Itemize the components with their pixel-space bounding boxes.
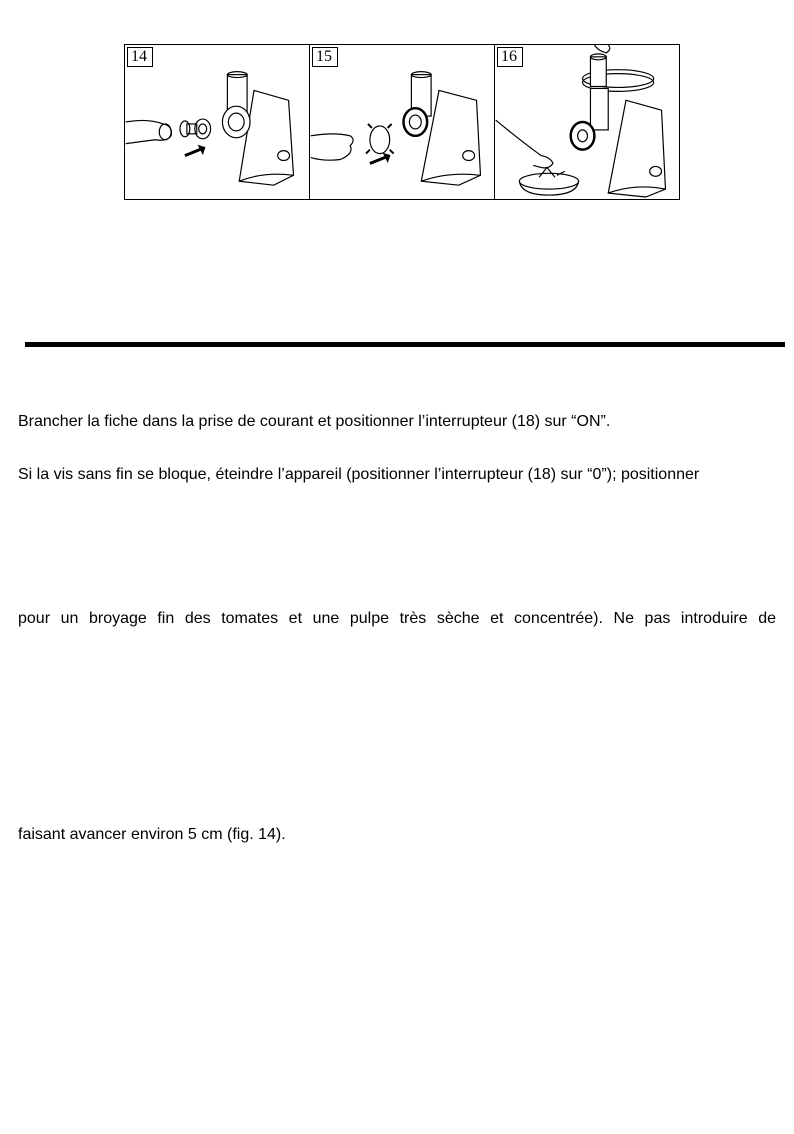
paragraph-advance-5cm: faisant avancer environ 5 cm (fig. 14). (18, 826, 286, 843)
meat-grinder-assembly-icon (125, 45, 309, 199)
figure-strip (124, 44, 680, 200)
paragraph-fine-grinding: pour un broyage fin des tomates et une pulpe très sèche et concentrée). Ne pas introduire de (18, 610, 776, 627)
figure-number-15: 15 (312, 47, 338, 67)
ring-nut-tightening-icon (310, 45, 494, 199)
figure-16 (494, 45, 679, 199)
paragraph-screw-jam: Si la vis sans fin se bloque, éteindre l’appareil (positionner l’interrupteur (18) sur “0”); positionner (18, 466, 700, 483)
figure-number-14: 14 (127, 47, 153, 67)
paragraph-plug-in: Brancher la fiche dans la prise de courant et positionner l’interrupteur (18) sur “ON”. (18, 413, 611, 430)
tomato-feeding-icon (495, 45, 679, 199)
figure-number-16: 16 (497, 47, 523, 67)
section-divider (25, 342, 785, 347)
figure-15 (309, 45, 494, 199)
figure-14 (125, 45, 309, 199)
